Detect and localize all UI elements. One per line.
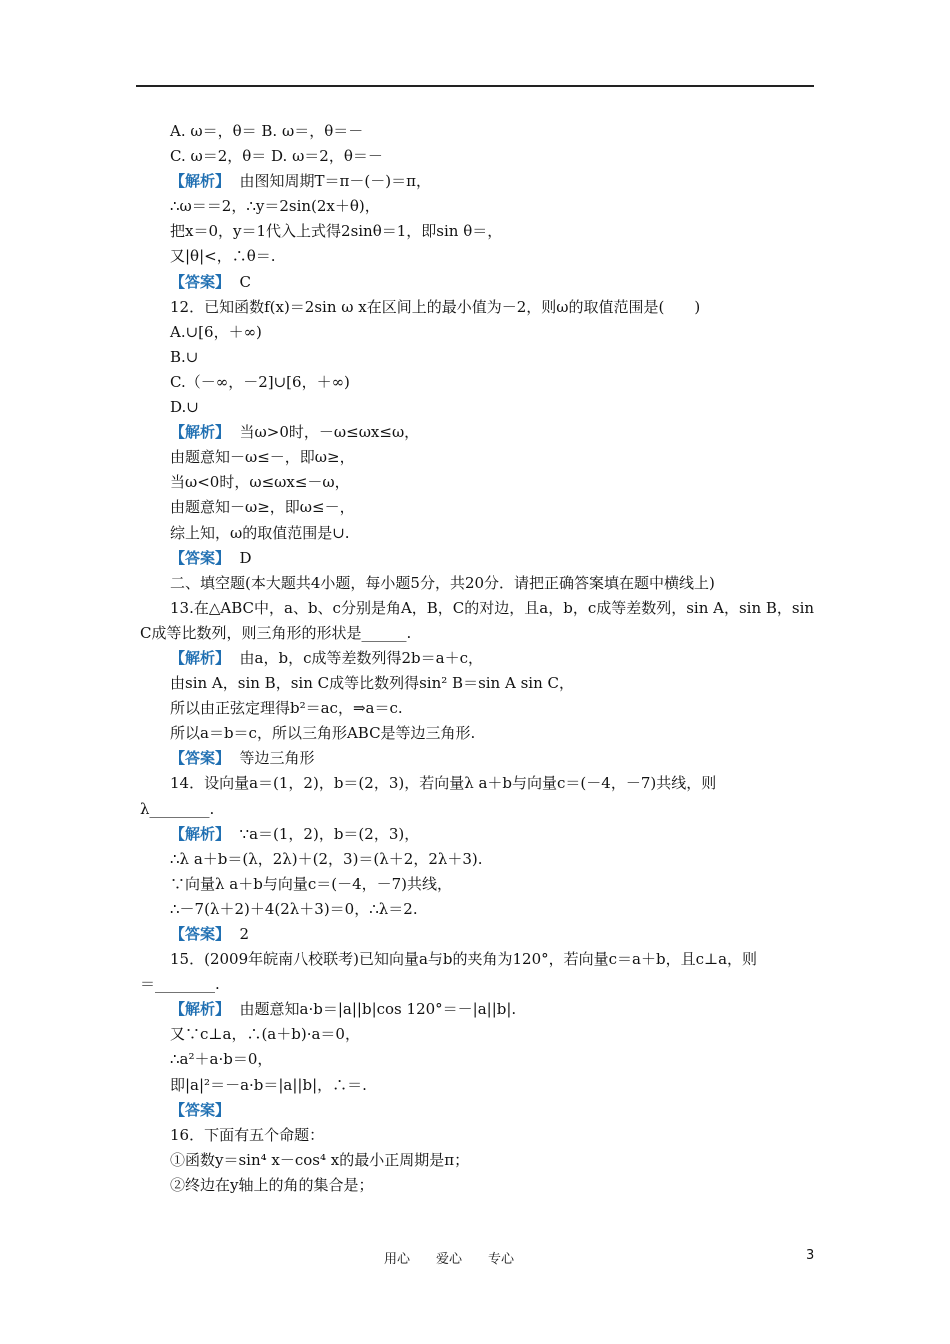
text-line: 把x＝0，y＝1代入上式得2sinθ＝1，即sin θ＝， bbox=[170, 222, 503, 241]
section-tag: 【答案】 bbox=[170, 272, 231, 291]
footer-slogan: 用心 爱心 专心 bbox=[384, 1252, 515, 1267]
line-text: 由题意知a·b＝|a||b|cos 120°＝－|a||b|. bbox=[230, 1000, 517, 1019]
line-text: C bbox=[230, 272, 252, 291]
text-line: C成等比数列，则三角形的形状是______. bbox=[140, 623, 412, 642]
section-tag: 【解析】 bbox=[170, 1000, 231, 1019]
line-text: 等边三角形 bbox=[230, 749, 315, 768]
line-text: 由图知周期T＝π－(－)＝π， bbox=[230, 172, 431, 191]
text-line bbox=[170, 1098, 820, 1123]
text-line: ∴a²＋a·b＝0， bbox=[170, 1050, 273, 1069]
text-line: 综上知，ω的取值范围是∪. bbox=[170, 523, 350, 542]
text-line: λ________. bbox=[140, 799, 215, 818]
text-line: 二、填空题(本大题共4小题，每小题5分，共20分．请把正确答案填在题中横线上) bbox=[170, 573, 715, 592]
section-tag: 【解析】 bbox=[170, 824, 231, 843]
text-line bbox=[170, 646, 820, 671]
text-line: A. ω＝，θ＝ B. ω＝，θ＝－ bbox=[170, 122, 364, 140]
text-line: ∴λ a＋b＝(λ，2λ)＋(2，3)＝(λ＋2，2λ＋3). bbox=[170, 849, 483, 868]
text-line: ①函数y＝sin⁴ x－cos⁴ x的最小正周期是π； bbox=[170, 1150, 470, 1169]
text-line: C.（－∞，－2]∪[6，＋∞) bbox=[170, 372, 350, 391]
section-tag: 【解析】 bbox=[170, 423, 231, 442]
text-line bbox=[170, 822, 820, 847]
text-line: 所以a＝b＝c，所以三角形ABC是等边三角形. bbox=[170, 724, 476, 743]
text-line: 13.在△ABC中，a、b、c分别是角A，B，C的对边，且a，b，c成等差数列，sin A，sin B，sin bbox=[170, 598, 815, 617]
text-line: ∴－7(λ＋2)＋4(2λ＋3)＝0，∴λ＝2. bbox=[170, 899, 418, 918]
text-line: C. ω＝2，θ＝ D. ω＝2，θ＝－ bbox=[170, 147, 383, 166]
section-tag: 【答案】 bbox=[170, 925, 231, 943]
section-tag: 【解析】 bbox=[170, 172, 231, 191]
text-line: ∵向量λ a＋b与向量c＝(－4，－7)共线， bbox=[170, 874, 453, 893]
line-text: 当ω>0时，－ω≤ωx≤ω， bbox=[230, 423, 420, 442]
text-line bbox=[170, 270, 820, 295]
section-tag: 【答案】 bbox=[170, 1100, 231, 1119]
text-line bbox=[170, 420, 820, 445]
line-text: D bbox=[230, 548, 252, 567]
line-text: 由a，b，c成等差数列得2b＝a＋c， bbox=[230, 648, 483, 667]
section-tag: 【答案】 bbox=[170, 548, 231, 567]
text-line bbox=[170, 169, 820, 194]
text-line: 15．(2009年皖南八校联考)已知向量a与b的夹角为120°，若向量c＝a＋b，且c⊥a，则 bbox=[170, 950, 758, 969]
text-line: ②终边在y轴上的角的集合是； bbox=[170, 1175, 374, 1194]
text-line: D.∪ bbox=[170, 398, 199, 417]
line-text: 2 bbox=[230, 925, 250, 943]
text-line bbox=[170, 546, 820, 571]
text-line: 12．已知函数f(x)＝2sin ω x在区间上的最小值为－2，则ω的取值范围是( ) bbox=[170, 297, 701, 316]
text-line: 又|θ|<，∴θ＝. bbox=[170, 247, 276, 266]
page-footer bbox=[0, 1248, 950, 1268]
text-line: 当ω<0时，ω≤ωx≤－ω， bbox=[170, 473, 350, 492]
text-line: 所以由正弦定理得b²＝ac，⇒a＝c. bbox=[170, 699, 403, 718]
document-body bbox=[140, 119, 820, 1198]
text-line: 14．设向量a＝(1，2)，b＝(2，3)，若向量λ a＋b与向量c＝(－4，－7)共线，则 bbox=[170, 774, 717, 793]
text-line: 由题意知－ω≤－，即ω≥， bbox=[170, 448, 355, 467]
text-line: 由sin A，sin B，sin C成等比数列得sin² B＝sin A sin C， bbox=[170, 674, 574, 693]
text-line bbox=[170, 922, 820, 947]
line-text: ∵a＝(1，2)，b＝(2，3)， bbox=[230, 824, 420, 843]
section-tag: 【解析】 bbox=[170, 648, 231, 667]
page-number: 3 bbox=[806, 1248, 815, 1263]
header-rule bbox=[136, 85, 814, 87]
text-line: A.∪[6，＋∞) bbox=[170, 322, 262, 341]
text-line: 16．下面有五个命题： bbox=[170, 1125, 325, 1144]
text-line: 又∵c⊥a，∴(a＋b)·a＝0， bbox=[170, 1025, 360, 1044]
text-line: B.∪ bbox=[170, 347, 199, 366]
section-tag: 【答案】 bbox=[170, 749, 231, 768]
text-line bbox=[170, 997, 820, 1022]
text-line: ＝________. bbox=[140, 975, 220, 994]
text-line bbox=[170, 746, 820, 771]
text-line: 即|a|²＝－a·b＝|a||b|，∴＝. bbox=[170, 1075, 367, 1094]
text-line: 由题意知－ω≥，即ω≤－， bbox=[170, 498, 355, 517]
text-line: ∴ω＝＝2，∴y＝2sin(2x＋θ)， bbox=[170, 197, 380, 216]
